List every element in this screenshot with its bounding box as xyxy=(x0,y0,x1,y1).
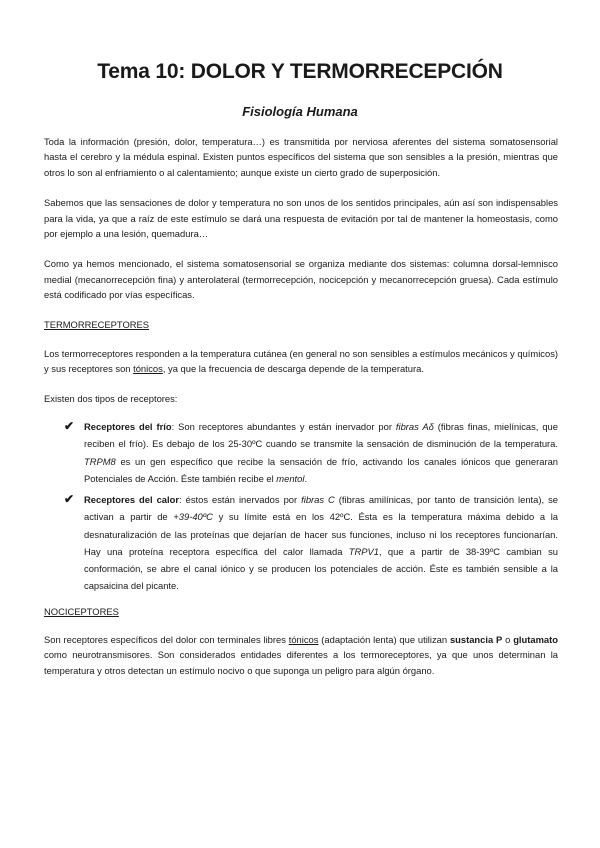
frio-italic-2: TRPM8 xyxy=(84,455,116,467)
calor-italic-3: TRPV1 xyxy=(348,545,379,557)
termo-p1-text-b: , ya que la frecuencia de descarga depende de la temperatura. xyxy=(162,363,424,375)
frio-text-2: (fibras finas, mielínicas, que reciben el frío). Es debajo de los 25-30ºC cuando se transmite la sensación de disminución de la temperatura. xyxy=(84,421,558,450)
calor-text-4: , que a partir de 38-39ºC cambian su conformación, se abre el canal iónico y se producen los potenciales de acción. Éste es también sensible a la capsaicina del picante. xyxy=(84,545,558,592)
intro-paragraph-1: Toda la información (presión, dolor, temperatura…) es transmitida por nerviosa aferentes del sistema somatosensorial hasta el cerebro y la médula espinal. Existen puntos específicos del sistema que son sensibles a la presión, mientras que otros lo son al enfriamiento o al calentamiento; aunque existe un cierto grado de superposición. xyxy=(44,136,558,178)
frio-text-4: . xyxy=(304,472,308,484)
frio-italic-3: mentol xyxy=(276,472,305,484)
termo-p1-text-a: Los termorreceptores responden a la temperatura cutánea (en general no son sensibles a estímulos mecánicos y químicos) y sus receptores son xyxy=(44,348,558,375)
intro-paragraph-3: Como ya hemos mencionado, el sistema somatosensorial se organiza mediante dos sistemas: columna dorsal-lemnisco medial (mecanorrecepción fina) y anterolateral (termorrecepción, nocicepción y mecanorrecepción gruesa). Cada estímulo está codificado por vías específicas. xyxy=(44,258,558,301)
document-body xyxy=(44,134,558,678)
noci-underlined: tónicos xyxy=(288,633,319,645)
receptor-list xyxy=(44,418,558,594)
calor-italic-1: fibras C xyxy=(301,494,335,506)
list-item-frio xyxy=(64,418,558,487)
termo-paragraph-1 xyxy=(44,346,558,377)
frio-text-3: es un gen específico que recibe la sensación de frío, activando los canales iónicos que generaran Potenciales de Acción. Éste también recibe el xyxy=(84,455,558,484)
noci-bold-1: sustancia P xyxy=(449,633,503,645)
termo-paragraph-2: Existen dos tipos de receptores: xyxy=(44,392,178,404)
noci-paragraph xyxy=(44,632,558,678)
calor-italic-2: +39-40ºC xyxy=(173,511,213,523)
frio-label: Receptores del frío xyxy=(84,421,172,433)
list-item-calor xyxy=(64,491,558,594)
section-heading-termorreceptores: TERMORRECEPTORES xyxy=(44,318,150,330)
calor-label: Receptores del calor xyxy=(84,494,180,506)
noci-text-2: (adaptación lenta) que utilizan xyxy=(318,633,450,645)
noci-text-1: Son receptores específicos del dolor con terminales libres xyxy=(44,633,289,645)
termo-p1-underlined: tónicos xyxy=(133,363,163,375)
intro-paragraph-2: Sabemos que las sensaciones de dolor y temperatura no son unos de los sentidos principales, aún así son indispensables para la vida, ya que a raíz de este estímulo se dará una respuesta de evitación por tal de mantener la homeostasis, como por ejemplo a una lesión, quemadura… xyxy=(44,197,558,240)
page-subtitle: Fisiología Humana xyxy=(242,104,358,119)
page-title: Tema 10: DOLOR Y TERMORRECEPCIÓN xyxy=(97,60,503,83)
calor-text-2: (fibras amilínicas, por tanto de transición lenta), se activan a partir de xyxy=(84,494,558,523)
noci-text-3: o xyxy=(502,633,514,645)
frio-italic-1: fibras Aδ xyxy=(395,421,434,433)
noci-bold-2: glutamato xyxy=(513,633,558,645)
frio-text-1: : Son receptores abundantes y están inervador por xyxy=(171,421,396,433)
checkmark-icon: ✔ xyxy=(64,492,75,507)
section-heading-nociceptores: NOCICEPTORES xyxy=(44,606,119,618)
noci-text-4: como neurotransmisores. Son considerados entidades diferentes a los termoreceptores, ya que unos determinan la temperatura y otros detectan un estímulo nocivo o que suponga un peligro para algún órgano. xyxy=(44,649,558,676)
checkmark-icon: ✔ xyxy=(64,419,75,434)
calor-text-3: y su límite está en los 42ºC. Ésta es la temperatura máxima debido a la desnaturalización de las proteínas que dejarían de hacer sus funciones, incluso ni los receptores funcionarían. Hay una proteína receptora específica del calor llamada xyxy=(84,511,558,557)
calor-text-1: : éstos están inervados por xyxy=(179,494,302,506)
